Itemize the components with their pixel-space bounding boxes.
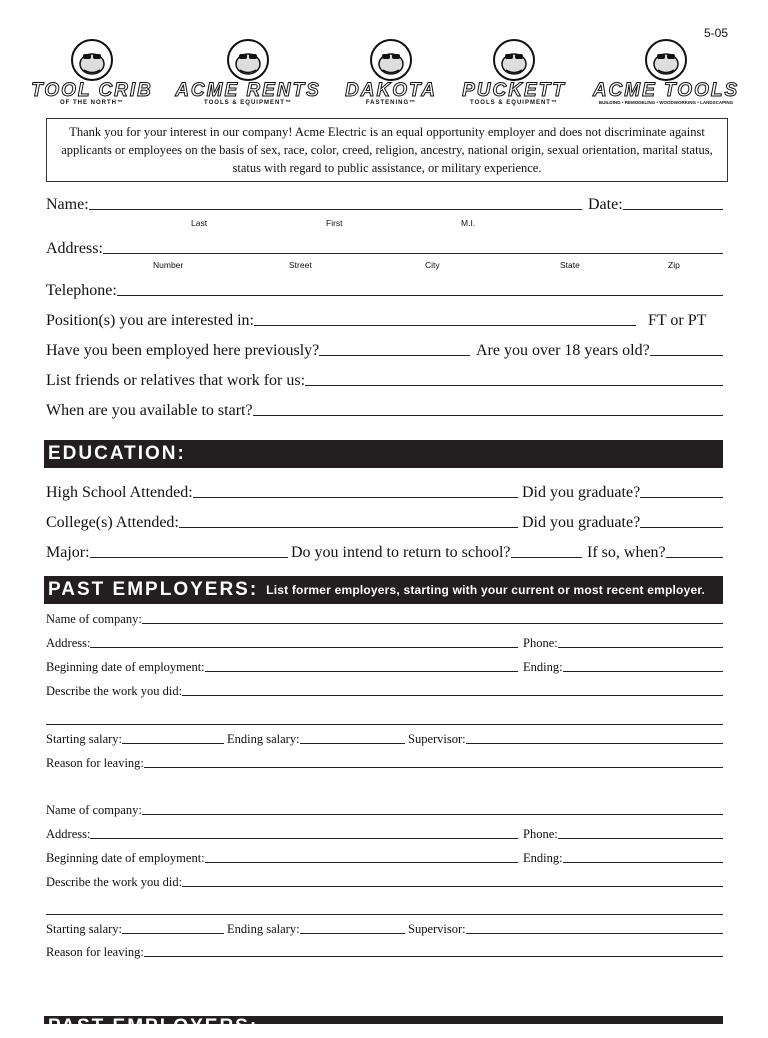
brand-acme-rents [168,38,328,110]
date-line[interactable] [623,208,723,210]
friends-label: List friends or relatives that work for us: [46,372,306,389]
brand-name: DAKOTA [345,80,437,101]
employer1-start-salary-field[interactable] [46,732,224,747]
employed-line[interactable] [319,354,470,356]
major-field[interactable] [46,544,288,562]
address-hint-street: Street [289,260,312,270]
employer2-reason-field[interactable] [46,945,723,960]
employer1-describe-line-2[interactable] [46,724,723,725]
mascot-logo-icon [226,38,270,82]
mascot-logo-icon [369,38,413,82]
supervisor-label: Supervisor: [408,732,466,746]
mascot-logo-icon [70,38,114,82]
return-when-label: If so, when? [587,544,666,561]
past-employers-header-continued [44,1016,723,1037]
over18-line[interactable] [650,354,723,356]
company-label: Name of company: [46,612,142,626]
address-hint-city: City [425,260,440,270]
begin-label: Beginning date of employment: [46,660,205,674]
phone-label: Phone: [523,636,558,650]
end-salary-label: Ending salary: [227,922,300,936]
hs-graduate-line[interactable] [640,496,723,498]
address-field[interactable] [46,240,723,258]
name-hint-mi: M.I. [461,218,476,228]
brand-tagline: BUILDING • REMODELING • WOODWORKING • LANDSCAPING [598,100,734,105]
education-header [44,440,723,468]
college-graduate-label: Did you graduate? [522,514,641,531]
brand-tagline: OF THE NORTH™ [60,100,124,106]
employer2-ending-field[interactable] [523,851,723,866]
mascot-logo-icon [492,38,536,82]
begin-line[interactable] [205,670,518,672]
education-title: EDUCATION: [48,443,186,464]
address-hint-zip: Zip [668,260,680,270]
brand-tagline: TOOLS & EQUIPMENT™ [204,100,292,106]
describe-label: Describe the work you did: [46,684,183,698]
return-when-line[interactable] [666,556,723,558]
major-label: Major: [46,544,90,561]
employed-previously-field[interactable] [46,342,470,360]
eeo-notice: Thank you for your interest in our company! Acme Electric is an equal opportunity employer and does not discriminate against applicants or employees on the basis of sex, race, color, creed, religion, ancestry, national origin, sexual orientation, marital status, status with regard to public assistance, or military experience. [46,118,728,182]
employed-label: Have you been employed here previously? [46,342,320,359]
supervisor-line[interactable] [466,932,723,934]
address-line[interactable] [90,646,518,648]
name-hint-first: First [326,218,343,228]
employer1-ending-field[interactable] [523,660,723,675]
position-label: Position(s) you are interested in: [46,312,254,329]
begin-label: Beginning date of employment: [46,851,205,865]
past-employers-title: PAST EMPLOYERS: [48,579,259,600]
employer1-reason-field[interactable] [46,756,723,771]
over18-label: Are you over 18 years old? [476,342,650,359]
form-code: 5-05 [703,26,728,40]
available-field[interactable] [46,402,723,420]
address-label: Address: [46,827,91,841]
major-line[interactable] [90,556,288,558]
brand-acme-tools [582,38,750,110]
ending-line[interactable] [563,861,723,863]
return-school-field[interactable] [291,544,582,562]
ending-line[interactable] [563,670,723,672]
employer2-begin-field[interactable] [46,851,518,866]
phone-line[interactable] [558,646,723,648]
available-line[interactable] [253,414,723,416]
ending-label: Ending: [523,660,563,674]
telephone-line[interactable] [117,294,723,296]
company-line[interactable] [142,813,723,815]
start-salary-label: Starting salary: [46,922,123,936]
brand-tagline: TOOLS & EQUIPMENT™ [470,100,558,106]
ending-label: Ending: [523,851,563,865]
employer2-phone-field[interactable] [523,827,723,842]
name-label: Name: [46,196,89,213]
college-line[interactable] [179,526,518,528]
describe-label: Describe the work you did: [46,875,183,889]
end-salary-line[interactable] [300,932,405,934]
employer1-address-field[interactable] [46,636,518,651]
brand-tagline: FASTENING™ [365,100,417,106]
highschool-label: High School Attended: [46,484,193,501]
ftpt-label[interactable] [648,312,706,330]
return-school-line[interactable] [511,556,582,558]
name-field[interactable] [46,196,582,214]
brand-name: TOOL CRIB [31,80,153,101]
address-line[interactable] [90,837,518,839]
describe-line[interactable] [182,694,723,696]
college-graduate-field[interactable] [522,514,723,532]
over18-field[interactable] [476,342,723,360]
date-label: Date: [588,196,623,213]
employer2-start-salary-field[interactable] [46,922,224,937]
phone-label: Phone: [523,827,558,841]
brand-name: PUCKETT [462,80,566,101]
begin-line[interactable] [205,861,518,863]
brand-logo-row [22,38,750,110]
address-hint-number: Number [153,260,184,270]
highschool-line[interactable] [193,496,518,498]
past-employers-title-continued: PAST EMPLOYERS: [48,1016,259,1037]
phone-line[interactable] [558,837,723,839]
employer1-supervisor-field[interactable] [408,732,723,747]
supervisor-label: Supervisor: [408,922,466,936]
past-employers-header [44,576,723,604]
college-graduate-line[interactable] [640,526,723,528]
reason-label: Reason for leaving: [46,756,144,770]
telephone-field[interactable] [46,282,723,300]
employer2-describe-field[interactable] [46,875,723,890]
employer1-begin-field[interactable] [46,660,518,675]
position-line[interactable] [254,324,636,326]
ftpt-text: FT or PT [648,312,707,329]
telephone-label: Telephone: [46,282,117,299]
address-hint-state: State [560,260,580,270]
describe-line[interactable] [182,885,723,887]
company-label: Name of company: [46,803,142,817]
employer1-company-field[interactable] [46,612,723,627]
brand-name: ACME RENTS [175,80,321,101]
mascot-logo-icon [644,38,688,82]
employer1-phone-field[interactable] [523,636,723,651]
employer2-describe-line-2[interactable] [46,914,723,915]
employer2-address-field[interactable] [46,827,518,842]
name-hint-last: Last [191,218,208,228]
hs-graduate-field[interactable] [522,484,723,502]
brand-dakota [336,38,446,110]
return-when-field[interactable] [587,544,723,562]
employer1-end-salary-field[interactable] [227,732,405,747]
available-label: When are you available to start? [46,402,253,419]
address-label: Address: [46,240,103,257]
college-field[interactable] [46,514,518,532]
reason-line[interactable] [144,766,723,768]
position-field[interactable] [46,312,636,330]
friends-field[interactable] [46,372,723,390]
reason-label: Reason for leaving: [46,945,144,959]
start-salary-line[interactable] [122,932,224,934]
employer2-company-field[interactable] [46,803,723,818]
employer2-supervisor-field[interactable] [408,922,723,937]
return-school-label: Do you intend to return to school? [291,544,511,561]
end-salary-label: Ending salary: [227,732,300,746]
friends-line[interactable] [305,384,723,386]
supervisor-line[interactable] [466,742,723,744]
employer2-end-salary-field[interactable] [227,922,405,937]
brand-tool-crib [22,38,162,110]
brand-puckett [450,38,578,110]
past-employers-instructions: List former employers, starting with your current or most recent employer. [266,583,706,597]
highschool-field[interactable] [46,484,518,502]
name-line[interactable] [89,208,582,210]
company-line[interactable] [142,622,723,624]
brand-name: ACME TOOLS [592,80,740,101]
college-label: College(s) Attended: [46,514,179,531]
hs-graduate-label: Did you graduate? [522,484,641,501]
start-salary-label: Starting salary: [46,732,123,746]
date-field[interactable] [588,196,723,214]
end-salary-line[interactable] [300,742,405,744]
address-line[interactable] [103,252,723,254]
reason-line[interactable] [144,955,723,957]
start-salary-line[interactable] [122,742,224,744]
address-label: Address: [46,636,91,650]
employer1-describe-field[interactable] [46,684,723,699]
